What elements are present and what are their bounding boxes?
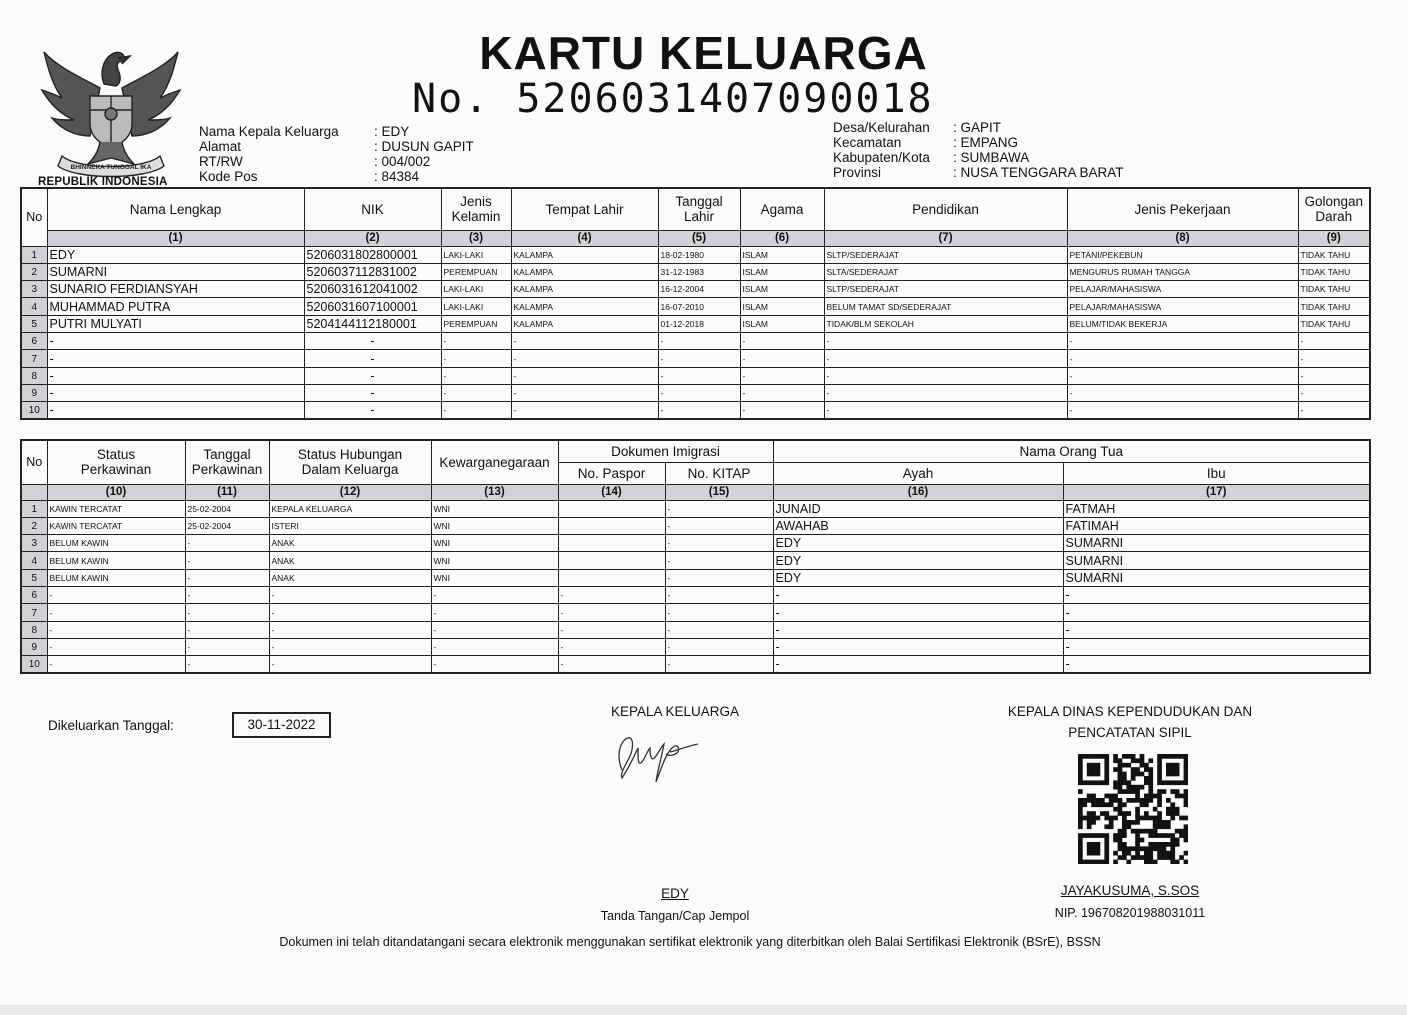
cell-ibu: SUMARNI bbox=[1063, 569, 1370, 586]
cell-ibu: SUMARNI bbox=[1063, 535, 1370, 552]
region-info bbox=[833, 120, 1124, 180]
cell-warga: WNI bbox=[431, 569, 558, 586]
cell-jk: PEREMPUAN bbox=[441, 263, 511, 280]
header-line: Status Hubungan bbox=[297, 447, 403, 463]
cell-nama: - bbox=[47, 332, 304, 349]
cell-pendidikan: - bbox=[824, 402, 1067, 420]
cell-agama: ISLAM bbox=[740, 281, 824, 298]
cell-nik: - bbox=[304, 367, 441, 384]
col-header-ayah: Ayah bbox=[773, 462, 1063, 484]
cell-status: - bbox=[47, 621, 185, 638]
cell-tempat: KALAMPA bbox=[511, 315, 658, 332]
col-header-tempat-lahir: Tempat Lahir bbox=[511, 188, 658, 230]
cell-tgl: - bbox=[658, 384, 740, 401]
col-header-nik: NIK bbox=[304, 188, 441, 230]
row-number: 5 bbox=[21, 315, 47, 332]
row-number: 1 bbox=[21, 500, 47, 517]
cell-tgl: 16-07-2010 bbox=[658, 298, 740, 315]
cell-agama: ISLAM bbox=[740, 246, 824, 263]
cell-tgl: 01-12-2018 bbox=[658, 315, 740, 332]
household-info bbox=[199, 124, 474, 184]
cell-status: BELUM KAWIN bbox=[47, 569, 185, 586]
col-header-status-perkawinan bbox=[47, 440, 185, 484]
cell-agama: - bbox=[740, 332, 824, 349]
table-row bbox=[21, 298, 1370, 315]
info-label: RT/RW bbox=[199, 154, 243, 169]
col-header-nama: Nama Lengkap bbox=[47, 188, 304, 230]
cell-ayah: AWAHAB bbox=[773, 517, 1063, 534]
cell-paspor bbox=[558, 500, 665, 517]
table-row bbox=[21, 552, 1370, 569]
cell-pekerjaan: - bbox=[1067, 402, 1298, 420]
table-row bbox=[21, 315, 1370, 332]
table-row bbox=[21, 402, 1370, 420]
cell-status: - bbox=[47, 656, 185, 674]
cell-ibu: - bbox=[1063, 621, 1370, 638]
info-value: : EDY bbox=[374, 124, 410, 139]
family-status-table bbox=[20, 439, 1371, 674]
col-header-tanggal-lahir bbox=[658, 188, 740, 230]
col-number: (10) bbox=[47, 484, 185, 500]
col-number: (14) bbox=[558, 484, 665, 500]
cell-gol: - bbox=[1298, 402, 1370, 420]
cell-paspor: - bbox=[558, 586, 665, 603]
cell-warga: - bbox=[431, 604, 558, 621]
cell-ayah: - bbox=[773, 586, 1063, 603]
cell-nama: SUMARNI bbox=[47, 263, 304, 280]
cell-paspor: - bbox=[558, 604, 665, 621]
official-name: JAYAKUSUMA, S.SOS bbox=[1060, 883, 1200, 898]
table-row bbox=[21, 281, 1370, 298]
cell-nama: EDY bbox=[47, 246, 304, 263]
row-number: 3 bbox=[21, 535, 47, 552]
cell-pendidikan: - bbox=[824, 350, 1067, 367]
row-number: 10 bbox=[21, 402, 47, 420]
header-line: Darah bbox=[1315, 209, 1353, 225]
cell-tgl: 25-02-2004 bbox=[185, 500, 269, 517]
cell-kitap: - bbox=[665, 535, 773, 552]
info-label: Kode Pos bbox=[199, 169, 258, 184]
cell-warga: - bbox=[431, 638, 558, 655]
row-number: 8 bbox=[21, 367, 47, 384]
cell-tempat: KALAMPA bbox=[511, 281, 658, 298]
col-number: (8) bbox=[1067, 230, 1298, 246]
cell-pekerjaan: BELUM/TIDAK BEKERJA bbox=[1067, 315, 1298, 332]
cell-jk: - bbox=[441, 350, 511, 367]
cell-nama: SUNARIO FERDIANSYAH bbox=[47, 281, 304, 298]
col-number: (11) bbox=[185, 484, 269, 500]
issued-date: 30-11-2022 bbox=[232, 712, 331, 738]
cell-tempat: KALAMPA bbox=[511, 246, 658, 263]
row-number: 6 bbox=[21, 332, 47, 349]
cell-kitap: - bbox=[665, 552, 773, 569]
col-number bbox=[21, 484, 47, 500]
col-number: (7) bbox=[824, 230, 1067, 246]
cell-ayah: EDY bbox=[773, 569, 1063, 586]
official-nip: NIP. 196708201988031011 bbox=[1054, 906, 1206, 920]
cell-pendidikan: SLTA/SEDERAJAT bbox=[824, 263, 1067, 280]
cell-ayah: EDY bbox=[773, 552, 1063, 569]
col-header-pekerjaan: Jenis Pekerjaan bbox=[1067, 188, 1298, 230]
cell-tgl: 25-02-2004 bbox=[185, 517, 269, 534]
col-header-status-hubungan bbox=[269, 440, 431, 484]
info-value: : DUSUN GAPIT bbox=[374, 139, 474, 154]
cell-pendidikan: - bbox=[824, 384, 1067, 401]
row-number: 3 bbox=[21, 281, 47, 298]
cell-ayah: - bbox=[773, 638, 1063, 655]
cell-status: - bbox=[47, 586, 185, 603]
cell-gol: TIDAK TAHU bbox=[1298, 246, 1370, 263]
cell-tgl: 16-12-2004 bbox=[658, 281, 740, 298]
table-row bbox=[21, 263, 1370, 280]
col-number: (6) bbox=[740, 230, 824, 246]
cell-gol: - bbox=[1298, 367, 1370, 384]
info-value: : SUMBAWA bbox=[953, 150, 1030, 165]
cell-pendidikan: - bbox=[824, 367, 1067, 384]
kepala-keluarga-label: KEPALA KELUARGA bbox=[610, 704, 740, 719]
cell-agama: ISLAM bbox=[740, 315, 824, 332]
cell-pendidikan: SLTP/SEDERAJAT bbox=[824, 281, 1067, 298]
row-number: 9 bbox=[21, 638, 47, 655]
table-row bbox=[21, 332, 1370, 349]
cell-hub: - bbox=[269, 656, 431, 674]
cell-pekerjaan: - bbox=[1067, 384, 1298, 401]
document-number: No. 5206031407090018 bbox=[412, 76, 934, 122]
col-header-nama-orang-tua: Nama Orang Tua bbox=[773, 440, 1370, 462]
header-line: Status bbox=[96, 447, 136, 463]
cell-paspor bbox=[558, 517, 665, 534]
table-row bbox=[21, 535, 1370, 552]
cell-ayah: JUNAID bbox=[773, 500, 1063, 517]
cell-status: KAWIN TERCATAT bbox=[47, 500, 185, 517]
col-header-no: No bbox=[21, 188, 47, 246]
cell-ayah: - bbox=[773, 604, 1063, 621]
cell-nama: MUHAMMAD PUTRA bbox=[47, 298, 304, 315]
row-number: 5 bbox=[21, 569, 47, 586]
cell-kitap: - bbox=[665, 638, 773, 655]
row-number: 8 bbox=[21, 621, 47, 638]
table-row bbox=[21, 604, 1370, 621]
cell-warga: WNI bbox=[431, 552, 558, 569]
table-row bbox=[21, 367, 1370, 384]
col-number: (13) bbox=[431, 484, 558, 500]
cell-kitap: - bbox=[665, 500, 773, 517]
info-value: : NUSA TENGGARA BARAT bbox=[953, 165, 1124, 180]
cell-tgl: - bbox=[185, 569, 269, 586]
cell-pekerjaan: PELAJAR/MAHASISWA bbox=[1067, 298, 1298, 315]
col-number: (5) bbox=[658, 230, 740, 246]
cell-ibu: - bbox=[1063, 604, 1370, 621]
cell-paspor: - bbox=[558, 621, 665, 638]
cell-pendidikan: BELUM TAMAT SD/SEDERAJAT bbox=[824, 298, 1067, 315]
cell-warga: WNI bbox=[431, 517, 558, 534]
row-number: 10 bbox=[21, 656, 47, 674]
cell-kitap: - bbox=[665, 586, 773, 603]
cell-gol: TIDAK TAHU bbox=[1298, 281, 1370, 298]
emblem-motto: BHINNEKA TUNGGAL IKA bbox=[70, 164, 152, 171]
issued-label: Dikeluarkan Tanggal: bbox=[48, 718, 174, 733]
cell-status: BELUM KAWIN bbox=[47, 535, 185, 552]
info-label: Alamat bbox=[199, 139, 242, 154]
cell-kitap: - bbox=[665, 569, 773, 586]
table-row bbox=[21, 621, 1370, 638]
info-label: Provinsi bbox=[833, 165, 882, 180]
cell-jk: - bbox=[441, 384, 511, 401]
kepala-keluarga-name: EDY bbox=[661, 886, 689, 901]
cell-gol: TIDAK TAHU bbox=[1298, 315, 1370, 332]
cell-paspor: - bbox=[558, 638, 665, 655]
cell-ayah: - bbox=[773, 621, 1063, 638]
row-number: 4 bbox=[21, 552, 47, 569]
header-line: Perkawinan bbox=[191, 462, 263, 478]
cell-ibu: - bbox=[1063, 638, 1370, 655]
cell-jk: - bbox=[441, 402, 511, 420]
cell-tempat: - bbox=[511, 367, 658, 384]
header-line: Dalam Keluarga bbox=[301, 462, 399, 478]
col-number: (4) bbox=[511, 230, 658, 246]
cell-nik: 5204144112180001 bbox=[304, 315, 441, 332]
cell-pendidikan: TIDAK/BLM SEKOLAH bbox=[824, 315, 1067, 332]
row-number: 2 bbox=[21, 517, 47, 534]
col-number: (17) bbox=[1063, 484, 1370, 500]
col-number: (16) bbox=[773, 484, 1063, 500]
cell-paspor bbox=[558, 552, 665, 569]
info-value: : GAPIT bbox=[953, 120, 1002, 135]
cell-hub: - bbox=[269, 604, 431, 621]
info-label: Desa/Kelurahan bbox=[833, 120, 930, 135]
cell-warga: WNI bbox=[431, 500, 558, 517]
cell-kitap: - bbox=[665, 517, 773, 534]
row-number: 7 bbox=[21, 604, 47, 621]
table-row bbox=[21, 517, 1370, 534]
cell-gol: TIDAK TAHU bbox=[1298, 263, 1370, 280]
cell-gol: TIDAK TAHU bbox=[1298, 298, 1370, 315]
cell-nik: 5206031612041002 bbox=[304, 281, 441, 298]
cell-gol: - bbox=[1298, 350, 1370, 367]
table-row bbox=[21, 638, 1370, 655]
cell-nama: - bbox=[47, 384, 304, 401]
col-header-no: No bbox=[21, 440, 47, 484]
family-members-table bbox=[20, 187, 1371, 420]
header-line: Perkawinan bbox=[80, 462, 152, 478]
cell-hub: ANAK bbox=[269, 535, 431, 552]
cell-tempat: - bbox=[511, 332, 658, 349]
cell-kitap: - bbox=[665, 621, 773, 638]
cell-nama: - bbox=[47, 367, 304, 384]
document-title: KARTU KELUARGA bbox=[479, 27, 928, 79]
col-header-ibu: Ibu bbox=[1063, 462, 1370, 484]
cell-tgl: - bbox=[185, 535, 269, 552]
cell-agama: ISLAM bbox=[740, 298, 824, 315]
cell-tgl: - bbox=[185, 604, 269, 621]
header-line: Kelamin bbox=[451, 209, 501, 225]
cell-tempat: KALAMPA bbox=[511, 298, 658, 315]
cell-ibu: FATMAH bbox=[1063, 500, 1370, 517]
cell-hub: KEPALA KELUARGA bbox=[269, 500, 431, 517]
col-header-tanggal-perkawinan bbox=[185, 440, 269, 484]
table-row bbox=[21, 500, 1370, 517]
cell-jk: LAKI-LAKI bbox=[441, 298, 511, 315]
cell-nama: - bbox=[47, 402, 304, 420]
signature-caption: Tanda Tangan/Cap Jempol bbox=[600, 909, 750, 923]
cell-tgl: - bbox=[185, 621, 269, 638]
col-header-kitap: No. KITAP bbox=[665, 462, 773, 484]
cell-agama: - bbox=[740, 350, 824, 367]
cell-tgl: - bbox=[185, 638, 269, 655]
cell-pekerjaan: - bbox=[1067, 332, 1298, 349]
cell-warga: - bbox=[431, 621, 558, 638]
cell-status: - bbox=[47, 604, 185, 621]
bsre-note: Dokumen ini telah ditandatangani secara elektronik menggunakan sertifikat elektronik yang diterbitkan oleh Balai Sertifikasi Elektronik (BSrE), BSSN bbox=[279, 935, 1101, 949]
cell-nik: - bbox=[304, 402, 441, 420]
cell-hub: ANAK bbox=[269, 569, 431, 586]
header-line: Jenis bbox=[460, 194, 492, 210]
col-header-agama: Agama bbox=[740, 188, 824, 230]
cell-paspor bbox=[558, 569, 665, 586]
cell-jk: - bbox=[441, 367, 511, 384]
signature-image bbox=[608, 726, 708, 786]
col-header-paspor: No. Paspor bbox=[558, 462, 665, 484]
cell-hub: - bbox=[269, 621, 431, 638]
col-number: (15) bbox=[665, 484, 773, 500]
row-number: 2 bbox=[21, 263, 47, 280]
cell-tempat: - bbox=[511, 350, 658, 367]
cell-agama: - bbox=[740, 384, 824, 401]
cell-ibu: SUMARNI bbox=[1063, 552, 1370, 569]
cell-gol: - bbox=[1298, 384, 1370, 401]
cell-pendidikan: - bbox=[824, 332, 1067, 349]
cell-tgl: - bbox=[658, 367, 740, 384]
cell-tgl: - bbox=[185, 552, 269, 569]
cell-kitap: - bbox=[665, 656, 773, 674]
scan-edge bbox=[0, 1005, 1407, 1015]
table-row bbox=[21, 656, 1370, 674]
cell-nik: - bbox=[304, 384, 441, 401]
cell-warga: - bbox=[431, 656, 558, 674]
info-label: Kecamatan bbox=[833, 135, 902, 150]
cell-nik: 5206037112831002 bbox=[304, 263, 441, 280]
info-value: : EMPANG bbox=[953, 135, 1019, 150]
cell-hub: ISTERI bbox=[269, 517, 431, 534]
table-row bbox=[21, 384, 1370, 401]
cell-pendidikan: SLTP/SEDERAJAT bbox=[824, 246, 1067, 263]
col-header-jenis-kelamin bbox=[441, 188, 511, 230]
info-value: : 84384 bbox=[374, 169, 420, 184]
cell-tgl: - bbox=[185, 656, 269, 674]
row-number: 9 bbox=[21, 384, 47, 401]
col-header-pendidikan: Pendidikan bbox=[824, 188, 1067, 230]
cell-jk: PEREMPUAN bbox=[441, 315, 511, 332]
cell-nama: - bbox=[47, 350, 304, 367]
cell-tempat: KALAMPA bbox=[511, 263, 658, 280]
cell-jk: LAKI-LAKI bbox=[441, 281, 511, 298]
cell-tgl: - bbox=[658, 350, 740, 367]
col-number: (2) bbox=[304, 230, 441, 246]
cell-hub: - bbox=[269, 638, 431, 655]
cell-status: KAWIN TERCATAT bbox=[47, 517, 185, 534]
cell-ibu: - bbox=[1063, 656, 1370, 674]
col-number: (1) bbox=[47, 230, 304, 246]
cell-warga: - bbox=[431, 586, 558, 603]
emblem-caption: REPUBLIK INDONESIA bbox=[38, 176, 168, 188]
qr-code bbox=[1078, 754, 1188, 864]
col-header-golongan-darah bbox=[1298, 188, 1370, 230]
cell-hub: ANAK bbox=[269, 552, 431, 569]
table-row bbox=[21, 350, 1370, 367]
cell-tempat: - bbox=[511, 402, 658, 420]
dinas-title-line: KEPALA DINAS KEPENDUDUKAN DAN bbox=[1007, 704, 1253, 719]
cell-pekerjaan: MENGURUS RUMAH TANGGA bbox=[1067, 263, 1298, 280]
cell-tempat: - bbox=[511, 384, 658, 401]
row-number: 6 bbox=[21, 586, 47, 603]
table-row bbox=[21, 569, 1370, 586]
cell-tgl: 31-12-1983 bbox=[658, 263, 740, 280]
col-number: (9) bbox=[1298, 230, 1370, 246]
cell-nik: - bbox=[304, 350, 441, 367]
header-line: Tanggal bbox=[203, 447, 251, 463]
info-value: : 004/002 bbox=[374, 154, 431, 169]
cell-kitap: - bbox=[665, 604, 773, 621]
dinas-title bbox=[980, 701, 1280, 743]
cell-nik: 5206031802800001 bbox=[304, 246, 441, 263]
cell-ayah: EDY bbox=[773, 535, 1063, 552]
cell-paspor bbox=[558, 535, 665, 552]
col-number: (3) bbox=[441, 230, 511, 246]
cell-status: BELUM KAWIN bbox=[47, 552, 185, 569]
cell-tgl: - bbox=[185, 586, 269, 603]
cell-agama: - bbox=[740, 367, 824, 384]
cell-pekerjaan: PELAJAR/MAHASISWA bbox=[1067, 281, 1298, 298]
cell-warga: WNI bbox=[431, 535, 558, 552]
header-line: Lahir bbox=[683, 209, 715, 225]
row-number: 4 bbox=[21, 298, 47, 315]
cell-agama: - bbox=[740, 402, 824, 420]
cell-tgl: - bbox=[658, 332, 740, 349]
cell-gol: - bbox=[1298, 332, 1370, 349]
cell-nik: - bbox=[304, 332, 441, 349]
cell-paspor: - bbox=[558, 656, 665, 674]
col-header-kewarganegaraan: Kewarganegaraan bbox=[431, 440, 558, 484]
cell-pekerjaan: PETANI/PEKEBUN bbox=[1067, 246, 1298, 263]
info-label: Nama Kepala Keluarga bbox=[199, 124, 339, 139]
col-number: (12) bbox=[269, 484, 431, 500]
cell-jk: - bbox=[441, 332, 511, 349]
cell-hub: - bbox=[269, 586, 431, 603]
row-number: 1 bbox=[21, 246, 47, 263]
info-label: Kabupaten/Kota bbox=[833, 150, 930, 165]
col-header-dokumen-imigrasi: Dokumen Imigrasi bbox=[558, 440, 773, 462]
table-row bbox=[21, 246, 1370, 263]
cell-nama: PUTRI MULYATI bbox=[47, 315, 304, 332]
cell-nik: 5206031607100001 bbox=[304, 298, 441, 315]
cell-jk: LAKI-LAKI bbox=[441, 246, 511, 263]
cell-pekerjaan: - bbox=[1067, 350, 1298, 367]
header-line: Golongan bbox=[1304, 194, 1364, 210]
cell-pekerjaan: - bbox=[1067, 367, 1298, 384]
header-line: Tanggal bbox=[675, 194, 723, 210]
dinas-title-line: PENCATATAN SIPIL bbox=[1068, 725, 1192, 740]
cell-tgl: - bbox=[658, 402, 740, 420]
row-number: 7 bbox=[21, 350, 47, 367]
cell-status: - bbox=[47, 638, 185, 655]
cell-agama: ISLAM bbox=[740, 263, 824, 280]
cell-tgl: 18-02-1980 bbox=[658, 246, 740, 263]
cell-ibu: FATIMAH bbox=[1063, 517, 1370, 534]
table-row bbox=[21, 586, 1370, 603]
cell-ibu: - bbox=[1063, 586, 1370, 603]
cell-ayah: - bbox=[773, 656, 1063, 674]
